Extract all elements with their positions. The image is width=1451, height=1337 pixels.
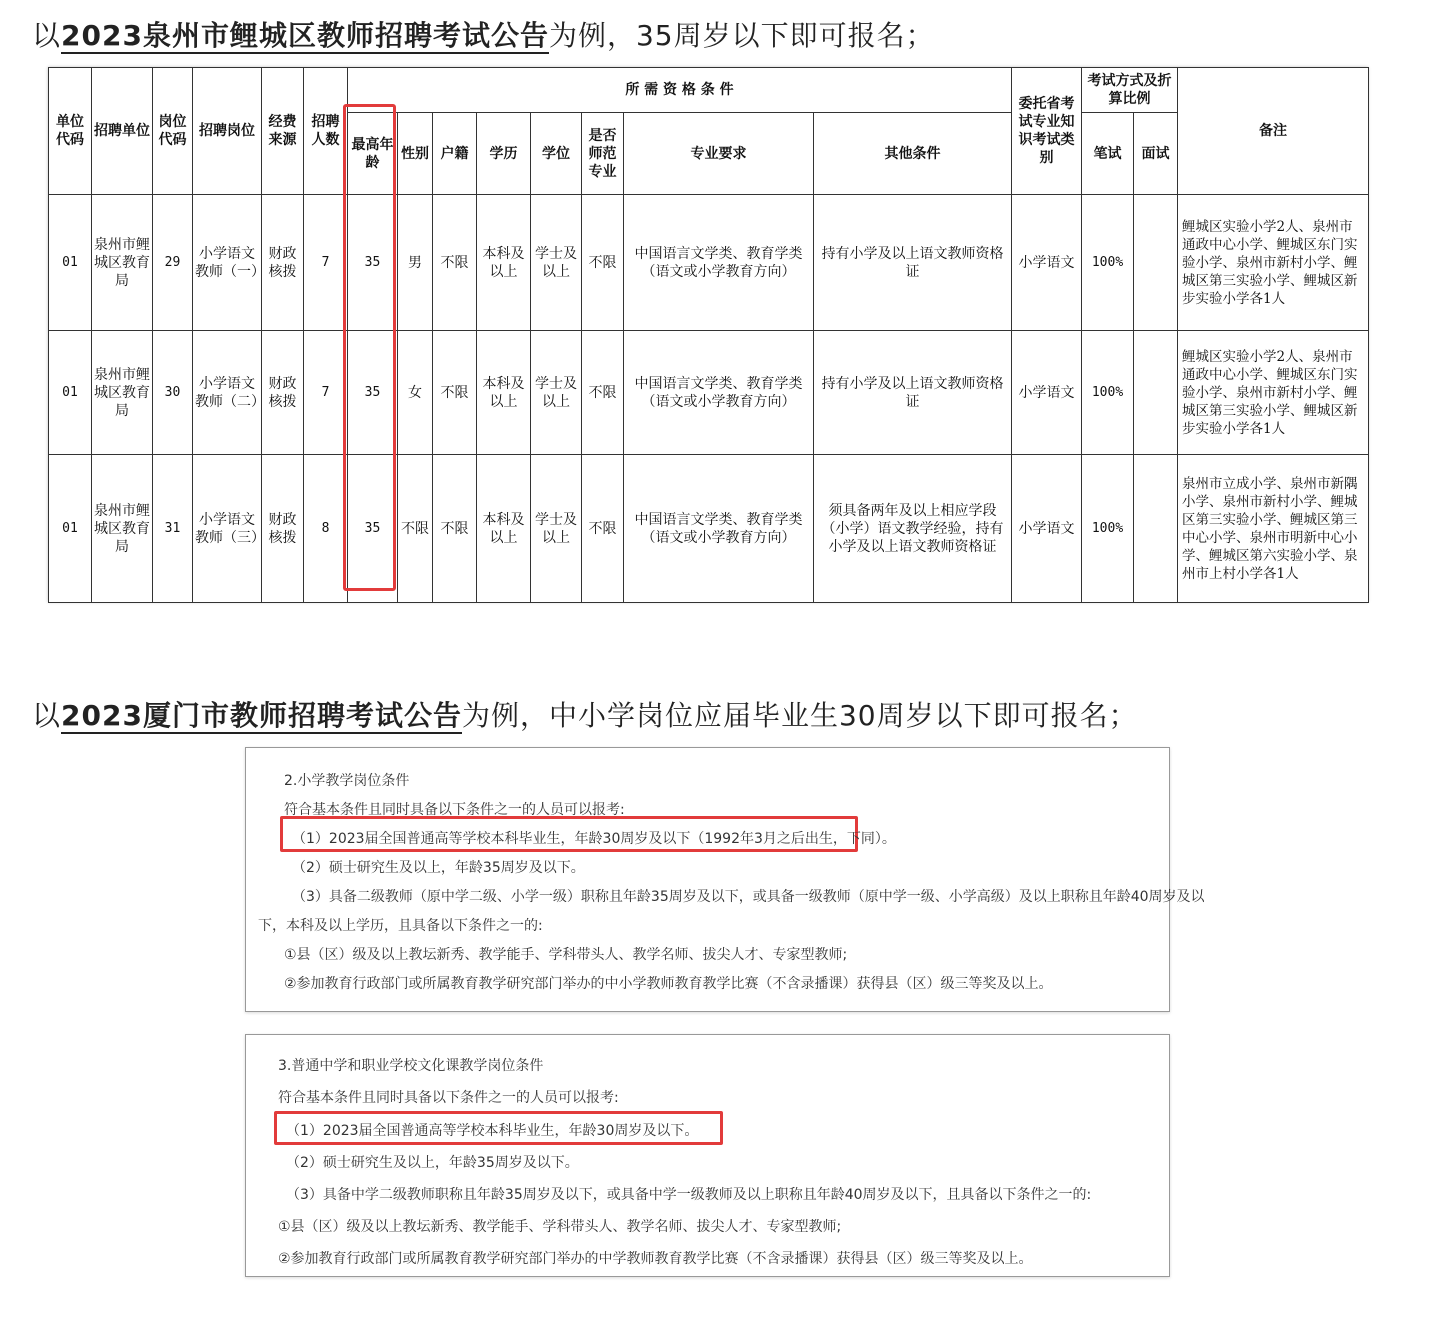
cell-remarks: 鲤城区实验小学2人、泉州市通政中心小学、鲤城区东门实验小学、泉州市新村小学、鲤城区第三实验小学、鲤城区新步实验小学各1人 bbox=[1178, 195, 1369, 331]
header-normal-major: 是否师范专业 bbox=[582, 113, 624, 195]
cell-other-req: 须具备两年及以上相应学段（小学）语文教学经验，持有小学及以上语文教师资格证 bbox=[814, 455, 1012, 603]
condition-sub-1: ①县（区）级及以上教坛新秀、教学能手、学科带头人、教学名师、拔尖人才、专家型教师; bbox=[284, 947, 848, 963]
header-major-req: 专业要求 bbox=[624, 113, 814, 195]
cell-interview bbox=[1134, 195, 1178, 331]
cell-written: 100% bbox=[1082, 455, 1134, 603]
cell-interview bbox=[1134, 455, 1178, 603]
cell-normal-major: 不限 bbox=[582, 331, 624, 455]
header-written: 笔试 bbox=[1082, 113, 1134, 195]
header-post: 招聘岗位 bbox=[193, 68, 262, 195]
header-gender: 性别 bbox=[398, 113, 433, 195]
cell-major-req: 中国语言文学类、教育学类（语文或小学教育方向） bbox=[624, 331, 814, 455]
cell-post-code: 30 bbox=[153, 331, 193, 455]
cell-recruit-unit: 泉州市鲤城区教育局 bbox=[92, 195, 153, 331]
condition-item-1: （1）2023届全国普通高等学校本科毕业生，年龄30周岁及以下。 bbox=[286, 1123, 699, 1139]
cell-degree: 学士及以上 bbox=[531, 331, 582, 455]
heading-bold-link: 2023泉州市鲤城区教师招聘考试公告 bbox=[61, 19, 549, 52]
cell-entrusted-exam: 小学语文 bbox=[1012, 455, 1082, 603]
header-unit-code: 单位代码 bbox=[49, 68, 92, 195]
cell-funding: 财政核拨 bbox=[262, 195, 304, 331]
header-remarks: 备注 bbox=[1178, 68, 1369, 195]
heading-quanzhou bbox=[32, 14, 935, 54]
cell-unit-code: 01 bbox=[49, 455, 92, 603]
header-post-code: 岗位代码 bbox=[153, 68, 193, 195]
panel-intro: 符合基本条件且同时具备以下条件之一的人员可以报考: bbox=[278, 1090, 619, 1106]
cell-education: 本科及以上 bbox=[477, 195, 531, 331]
cell-max-age: 35 bbox=[348, 195, 398, 331]
cell-remarks: 鲤城区实验小学2人、泉州市通政中心小学、鲤城区东门实验小学、泉州市新村小学、鲤城区第三实验小学、鲤城区新步实验小学各1人 bbox=[1178, 331, 1369, 455]
cell-funding: 财政核拨 bbox=[262, 455, 304, 603]
secondary-school-conditions-panel bbox=[245, 1034, 1170, 1277]
header-degree: 学位 bbox=[531, 113, 582, 195]
cell-normal-major: 不限 bbox=[582, 455, 624, 603]
cell-count: 7 bbox=[304, 331, 348, 455]
cell-max-age: 35 bbox=[348, 455, 398, 603]
condition-item-3-cont: 下，本科及以上学历，且具备以下条件之一的: bbox=[258, 918, 543, 934]
heading-xiamen bbox=[32, 694, 1138, 734]
cell-count: 8 bbox=[304, 455, 348, 603]
cell-education: 本科及以上 bbox=[477, 455, 531, 603]
cell-gender: 不限 bbox=[398, 455, 433, 603]
heading-prefix: 以 bbox=[32, 699, 62, 732]
recruitment-table-image bbox=[48, 67, 1368, 602]
cell-post: 小学语文教师（一） bbox=[193, 195, 262, 331]
cell-unit-code: 01 bbox=[49, 195, 92, 331]
cell-education: 本科及以上 bbox=[477, 331, 531, 455]
cell-written: 100% bbox=[1082, 195, 1134, 331]
cell-gender: 女 bbox=[398, 331, 433, 455]
cell-entrusted-exam: 小学语文 bbox=[1012, 195, 1082, 331]
condition-item-1: （1）2023届全国普通高等学校本科毕业生，年龄30周岁及以下（1992年3月之后出生，下同）。 bbox=[292, 831, 896, 847]
header-education: 学历 bbox=[477, 113, 531, 195]
panel-title: 2.小学教学岗位条件 bbox=[284, 773, 410, 789]
panel-title: 3.普通中学和职业学校文化课教学岗位条件 bbox=[278, 1058, 544, 1074]
header-qualification-group: 所 需 资 格 条 件 bbox=[348, 68, 1012, 113]
cell-post-code: 29 bbox=[153, 195, 193, 331]
table-row bbox=[49, 331, 1369, 455]
cell-remarks: 泉州市立成小学、泉州市新隅小学、泉州市新村小学、鲤城区第三实验小学、鲤城区第三中心小学、泉州市明新中心小学、鲤城区第六实验小学、泉州市上村小学各1人 bbox=[1178, 455, 1369, 603]
header-exam-method: 考试方式及折算比例 bbox=[1082, 68, 1178, 113]
cell-major-req: 中国语言文学类、教育学类（语文或小学教育方向） bbox=[624, 455, 814, 603]
cell-written: 100% bbox=[1082, 331, 1134, 455]
header-hukou: 户籍 bbox=[433, 113, 477, 195]
condition-sub-2: ②参加教育行政部门或所属教育教学研究部门举办的中小学教师教育教学比赛（不含录播课）获得县（区）级三等奖及以上。 bbox=[284, 976, 1053, 992]
cell-hukou: 不限 bbox=[433, 195, 477, 331]
heading-suffix: 为例，35周岁以下即可报名； bbox=[548, 19, 935, 52]
condition-sub-1: ①县（区）级及以上教坛新秀、教学能手、学科带头人、教学名师、拔尖人才、专家型教师; bbox=[278, 1219, 842, 1235]
cell-entrusted-exam: 小学语文 bbox=[1012, 331, 1082, 455]
cell-degree: 学士及以上 bbox=[531, 455, 582, 603]
cell-recruit-unit: 泉州市鲤城区教育局 bbox=[92, 455, 153, 603]
cell-post-code: 31 bbox=[153, 455, 193, 603]
table-row bbox=[49, 455, 1369, 603]
panel-intro: 符合基本条件且同时具备以下条件之一的人员可以报考: bbox=[284, 802, 625, 818]
condition-item-3: （3）具备中学二级教师职称且年龄35周岁及以下，或具备中学一级教师及以上职称且年龄40周岁及以下，且具备以下条件之一的: bbox=[286, 1187, 1092, 1203]
cell-hukou: 不限 bbox=[433, 331, 477, 455]
condition-item-3: （3）具备二级教师（原中学二级、小学一级）职称且年龄35周岁及以下，或具备一级教师（原中学一级、小学高级）及以上职称且年龄40周岁及以 bbox=[292, 889, 1205, 905]
header-count: 招聘人数 bbox=[304, 68, 348, 195]
heading-bold-link: 2023厦门市教师招聘考试公告 bbox=[61, 699, 462, 732]
cell-normal-major: 不限 bbox=[582, 195, 624, 331]
header-other-req: 其他条件 bbox=[814, 113, 1012, 195]
cell-recruit-unit: 泉州市鲤城区教育局 bbox=[92, 331, 153, 455]
cell-gender: 男 bbox=[398, 195, 433, 331]
cell-hukou: 不限 bbox=[433, 455, 477, 603]
heading-suffix: 为例，中小学岗位应届毕业生30周岁以下即可报名； bbox=[461, 699, 1138, 732]
cell-degree: 学士及以上 bbox=[531, 195, 582, 331]
header-entrusted-exam: 委托省考试专业知识考试类别 bbox=[1012, 68, 1082, 195]
header-max-age: 最高年龄 bbox=[348, 113, 398, 195]
cell-other-req: 持有小学及以上语文教师资格证 bbox=[814, 331, 1012, 455]
recruitment-table bbox=[48, 67, 1369, 603]
cell-post: 小学语文教师（二） bbox=[193, 331, 262, 455]
cell-major-req: 中国语言文学类、教育学类（语文或小学教育方向） bbox=[624, 195, 814, 331]
cell-post: 小学语文教师（三） bbox=[193, 455, 262, 603]
condition-item-2: （2）硕士研究生及以上，年龄35周岁及以下。 bbox=[286, 1155, 579, 1171]
cell-interview bbox=[1134, 331, 1178, 455]
cell-other-req: 持有小学及以上语文教师资格证 bbox=[814, 195, 1012, 331]
condition-item-2: （2）硕士研究生及以上，年龄35周岁及以下。 bbox=[292, 860, 585, 876]
cell-count: 7 bbox=[304, 195, 348, 331]
cell-max-age: 35 bbox=[348, 331, 398, 455]
condition-sub-2: ②参加教育行政部门或所属教育教学研究部门举办的中学教师教育教学比赛（不含录播课）获得县（区）级三等奖及以上。 bbox=[278, 1251, 1033, 1267]
header-interview: 面试 bbox=[1134, 113, 1178, 195]
table-row bbox=[49, 195, 1369, 331]
primary-school-conditions-panel bbox=[245, 747, 1205, 1012]
cell-funding: 财政核拨 bbox=[262, 331, 304, 455]
heading-prefix: 以 bbox=[32, 19, 62, 52]
cell-unit-code: 01 bbox=[49, 331, 92, 455]
header-recruit-unit: 招聘单位 bbox=[92, 68, 153, 195]
header-funding: 经费来源 bbox=[262, 68, 304, 195]
